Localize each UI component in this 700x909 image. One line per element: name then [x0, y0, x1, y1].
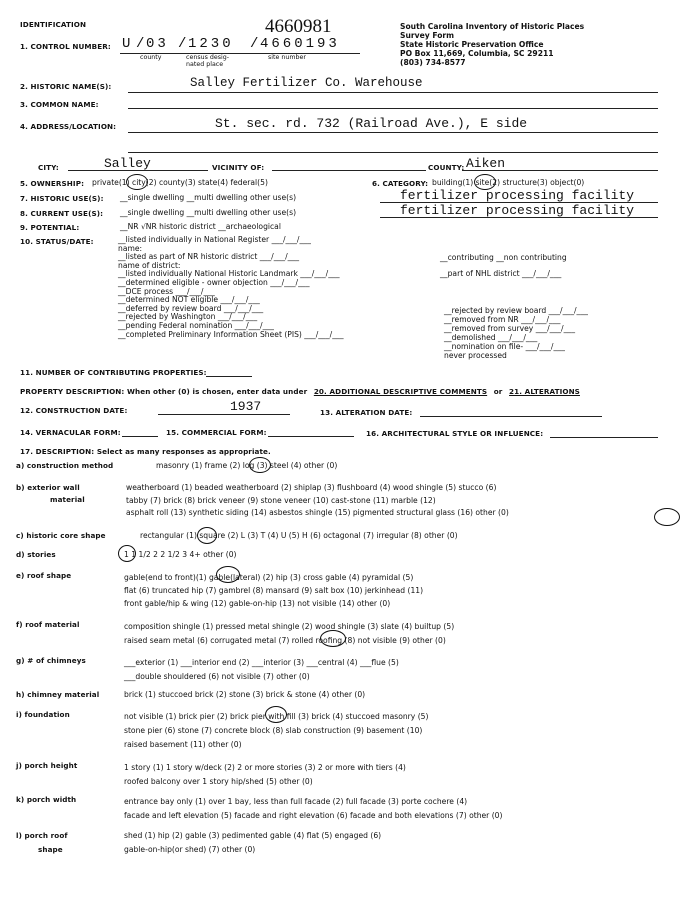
category-options: building(1) site(2) structure(3) object(0): [432, 178, 585, 187]
category-label: 6. CATEGORY:: [372, 179, 429, 188]
ownership-label: 5. OWNERSHIP:: [20, 179, 85, 188]
current-use-label: 8. CURRENT USE(S):: [20, 209, 104, 218]
agency-line3: State Historic Preservation Office: [400, 40, 544, 49]
status-right-bottom: __rejected by review board ___/___/___ __removed from NR ___/___/___ __removed from survey ___/___/___ __demolished ___/___/___ __nomination on file- ___/___/___ never processed: [444, 306, 588, 360]
county-label: COUNTY:: [428, 163, 465, 172]
historic-name-label: 2. HISTORIC NAME(S):: [20, 82, 112, 91]
address-value: St. sec. rd. 732 (Railroad Ave.), E side: [215, 116, 528, 131]
construction-date-value: 1937: [230, 399, 262, 414]
status-items: __listed individually in National Register ___/___/___ name: __listed as part of NR historic district ___/___/___ name of district: __listed individually National Historic Landmark ___/___/___ __determined eligible - owner objection ___/___/___ __DCE process ___/___/___ __determined NOT eligible ___/___/___ __deferred by review board ___/___/___ __rejected by Washington ___/___/___ __pending Federal nomination ___/___/___ __completed Preliminary Information Sheet (PIS) ___/___/___: [118, 235, 344, 339]
current-use-value: fertilizer processing facility: [400, 203, 635, 218]
row-b-options: weatherboard (1) beaded weatherboard (2) shiplap (3) flushboard (4) wood shingle (5) stucco (6) tabby (7) brick (8) brick veneer (9) stone veneer (10) cast-stone (11) marble (12) asphalt roll (13) synthetic siding (14) asbestos shingle (15) pigmented structural glass (16) other (0): [126, 483, 509, 517]
row-g-options: ___exterior (1) ___interior end (2) ___interior (3) ___central (4) ___flue (5) ___double shouldered (6) not visible (7) other (0): [124, 658, 399, 681]
row-d-options: 1 1 1/2 2 2 1/2 3 4+ other (0): [124, 550, 237, 559]
row-j-options: 1 story (1) 1 story w/deck (2) 2 or more stories (3) 2 or more with tiers (4) roofed balcony over 1 story hip/shed (5) other (0): [124, 763, 406, 786]
identification-heading: IDENTIFICATION: [20, 20, 87, 29]
row-l-key: l) porch roof shape: [16, 831, 68, 854]
ownership-circle: [126, 174, 148, 190]
row-e-options: gable(end to front)(1) gable(lateral) (2) hip (3) cross gable (4) pyramidal (5) flat (6) truncated hip (7) gambrel (8) mansard (9) salt box (10) jerkinhead (11) front gable/hip & wing (12) gable-on-hip (13) not visible (14) other (0): [124, 573, 424, 608]
control-sep2: /: [178, 36, 187, 52]
row-a-options: masonry (1) frame (2) log (3) steel (4) other (0): [156, 461, 338, 470]
agency-line4: PO Box 11,669, Columbia, SC 29211: [400, 49, 554, 58]
status-label: 10. STATUS/DATE:: [20, 237, 94, 246]
historic-name-value: Salley Fertilizer Co. Warehouse: [190, 76, 423, 90]
control-sep1: /: [136, 36, 145, 52]
row-h-options: brick (1) stuccoed brick (2) stone (3) brick & stone (4) other (0): [124, 690, 366, 699]
construction-date-label: 12. CONSTRUCTION DATE:: [20, 406, 128, 415]
address-label: 4. ADDRESS/LOCATION:: [20, 122, 117, 131]
site-caption: site number: [268, 54, 306, 61]
contributing-props-label: 11. NUMBER OF CONTRIBUTING PROPERTIES:: [20, 368, 207, 377]
vicinity-label: VICINITY OF:: [212, 163, 265, 172]
row-f-options: composition shingle (1) pressed metal shingle (2) wood shingle (3) slate (4) builtup (5) raised seam metal (6) corrugated metal (7) rolled roofing (8) not visible (9) other (0): [124, 622, 455, 645]
agency-line5: (803) 734-8577: [400, 58, 466, 67]
alteration-date-label: 13. ALTERATION DATE:: [320, 408, 413, 417]
control-sep3: /: [250, 36, 259, 52]
foundation-circle: [265, 706, 287, 723]
row-c-key: c) historic core shape: [16, 531, 106, 540]
roof-material-circle: [320, 630, 346, 647]
row-f-key: f) roof material: [16, 620, 80, 629]
row-i-options: not visible (1) brick pier (2) brick pier with fill (3) brick (4) stuccoed masonry (5) stone pier (6) stone (7) concrete block (8) slab construction (9) basement (10) raised basement (11) other (0): [124, 712, 429, 749]
historic-use-options: __single dwelling __multi dwelling other use(s): [120, 193, 297, 202]
historic-use-label: 7. HISTORIC USE(S):: [20, 194, 104, 203]
agency-block: [400, 22, 584, 67]
city-value: Salley: [104, 156, 151, 171]
ownership-options: private(1) city(2) county(3) state(4) federal(5): [92, 178, 268, 187]
rectangular-circle: [197, 527, 217, 544]
row-c-options: rectangular (1) square (2) L (3) T (4) U (5) H (6) octagonal (7) irregular (8) other (0): [140, 531, 458, 540]
vernacular-label: 14. VERNACULAR FORM:: [20, 428, 121, 437]
stories-circle: [118, 545, 136, 562]
potential-label: 9. POTENTIAL:: [20, 223, 80, 232]
current-use-options: __single dwelling __multi dwelling other use(s): [120, 208, 297, 217]
control-number-label: 1. CONTROL NUMBER:: [20, 42, 111, 51]
row-j-key: j) porch height: [16, 761, 78, 770]
row-g-key: g) # of chimneys: [16, 656, 86, 665]
row-b-key: b) exterior wall material: [16, 483, 85, 504]
status-right-top: __contributing __non contributing __part of NHL district ___/___/___: [440, 253, 567, 278]
agency-line2: Survey Form: [400, 31, 455, 40]
common-name-label: 3. COMMON NAME:: [20, 100, 99, 109]
frame-circle: [249, 457, 271, 473]
commercial-label: 15. COMMERCIAL FORM:: [166, 428, 267, 437]
row-k-key: k) porch width: [16, 795, 77, 804]
row-i-key: i) foundation: [16, 710, 70, 719]
description-label: 17. DESCRIPTION: Select as many responses as appropriate.: [20, 447, 271, 456]
agency-line1: South Carolina Inventory of Historic Places: [400, 22, 585, 31]
control-county: 03: [146, 36, 169, 52]
control-site: 4660193: [260, 36, 340, 52]
row-l-options: shed (1) hip (2) gable (3) pedimented gable (4) flat (5) engaged (6) gable-on-hip(or shed) (7) other (0): [124, 831, 382, 854]
row-a-key: a) construction method: [16, 461, 114, 470]
handwritten-number: 4660981: [265, 16, 332, 37]
row-h-key: h) chimney material: [16, 690, 100, 699]
historic-use-value: fertilizer processing facility: [400, 188, 635, 203]
roof-shape-circle: [216, 566, 240, 583]
property-description-text: PROPERTY DESCRIPTION: When other (0) is chosen, enter data under 20. ADDITIONAL DESCRIPTIVE COMMENTS or 21. ALTERATIONS: [20, 387, 580, 396]
control-u: U: [122, 36, 131, 52]
arch-style-label: 16. ARCHITECTURAL STYLE OR INFLUENCE:: [366, 429, 544, 438]
city-label: CITY:: [38, 163, 59, 172]
county-caption: county: [140, 54, 162, 61]
row-k-options: entrance bay only (1) over 1 bay, less than full facade (2) full facade (3) porte cochere (4) facade and left elevation (5) facade and right elevation (6) facade and both elevations (7) other (0): [124, 797, 503, 820]
control-census: 1230: [188, 36, 234, 52]
census-caption: census desig- nated place: [186, 54, 230, 68]
wall-other-circle: [654, 508, 680, 526]
row-d-key: d) stories: [16, 550, 56, 559]
county-value: Aiken: [466, 156, 506, 171]
row-e-key: e) roof shape: [16, 571, 72, 580]
potential-options: __NR √NR historic district __archaeological: [120, 222, 281, 231]
